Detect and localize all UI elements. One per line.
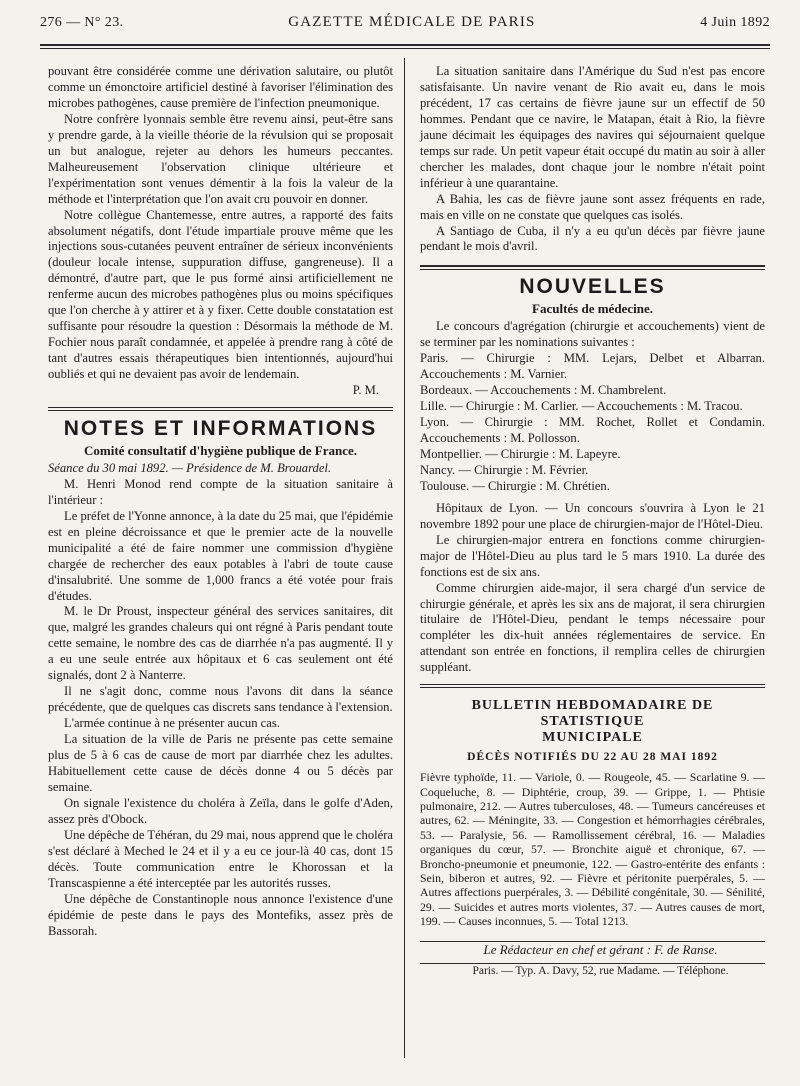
paragraph: Hôpitaux de Lyon. — Un concours s'ouvrira à Lyon le 21 novembre 1892 pour une place de chirurgien-major de l'Hôtel-Dieu. xyxy=(420,500,765,531)
paragraph: M. Henri Monod rend compte de la situation sanitaire à l'intérieur : xyxy=(48,476,393,507)
bulletin-title xyxy=(420,698,765,746)
bulletin-title-line-2: MUNICIPALE xyxy=(542,730,643,746)
nouvelles-section-title: NOUVELLES xyxy=(519,275,666,299)
section-rule-thin xyxy=(48,410,393,411)
paragraph: La situation sanitaire dans l'Amérique du Sud n'est pas encore satisfaisante. Un navire venant de Rio avait eu, dans le mois précédent, 17 cas certains de fièvre jaune sur un effectif de 50 hommes. Pendant que ce navire, le Matapan, était à Rio, la fièvre jaune décimait les équipages des navires qui séjournaient quelque temps sur rade. Un petit vapeur était occupé du matin au soir à aller chercher les malades, dont chaque jour le nombre n'était point inférieur à une quarantaine. xyxy=(420,64,765,190)
nomination-entry: Paris. — Chirurgie : MM. Lejars, Delbet et Albarran. Accouchements : M. Varnier. xyxy=(420,351,765,382)
deces-heading: DÉCÈS NOTIFIÉS DU 22 AU 28 MAI 1892 xyxy=(467,751,718,764)
paragraph: Le préfet de l'Yonne annonce, à la date du 25 mai, que l'épidémie est en pleine décroissance et que le premier acte de la nouvelle municipalité a été de faire nommer une commission d'hygiène chargée de rechercher des eaux potables à l'abri de toute cause d'insalubrité. Une somme de 1,000 francs a été votée pour frais d'études. xyxy=(48,508,393,603)
paragraph: Notre collègue Chantemesse, entre autres, a rapporté des faits absolument négatifs, dont l'étude impartiale prouve même que les injections sous-cutanées peuvent entraîner de sérieux inconvénients (douleur locale intense, suppuration diffuse, gangreneuse). Il a démontré, d'autre part, que le pus formé ainsi artificiellement ne renferme aucun des microbes pathogènes plus ou moins spécifiques que l'on cherche à y attirer et à y fixer. Cette double constatation est suffisante pour résoudre la question : Désormais la méthode de M. Fochier nous paraît condamnée, et appelée à prendre rang à côté de tant d'autres essais thérapeutiques bien intentionnés, aujourd'hui oubliés et qui ne devaient pas avoir de lendemain. xyxy=(48,207,393,382)
page-number: 276 — N° 23. xyxy=(40,15,124,30)
paragraph: La situation de la ville de Paris ne présente pas cette semaine plus de 5 à 6 cas de cause de mort par diarrhée chez les adultes. Habituellement cette cause de décès donne 4 ou 5 décès par semaine. xyxy=(48,732,393,794)
paragraph: Une dépêche de Téhéran, du 29 mai, nous apprend que le choléra s'est déclaré à Meched le 24 et il y a eu ce jour-là 40 cas, dont 15 décès. Toute communication entre le Khorossan et la Transcaspienne a été interceptée par les autorités russes. xyxy=(48,827,393,890)
section-rule xyxy=(420,684,765,685)
paragraph: Le concours d'agrégation (chirurgie et accouchements) vient de se terminer par les nominations suivantes : xyxy=(420,319,765,350)
paragraph: Notre confrère lyonnais semble être revenu ainsi, peut-être sans y prendre garde, à la vieille théorie de la révulsion qui se proposait un but analogue, rejeter au dehors les humeurs peccantes. Malheureusement l'observation clinique ultérieure et l'expérimentation sont venues démentir à la fois la valeur de la méthode et l'interprétation que l'on avait cru pouvoir en donner. xyxy=(48,111,393,206)
right-column xyxy=(420,64,765,980)
section-rule-thin xyxy=(420,269,765,270)
section-rule-thin xyxy=(420,687,765,688)
redacteur-line: Le Rédacteur en chef et gérant : F. de Ranse. xyxy=(483,941,718,957)
footer-rule xyxy=(420,963,765,964)
nomination-entry: Montpellier. — Chirurgie : M. Lapeyre. xyxy=(420,446,621,461)
paragraph: M. le Dr Proust, inspecteur général des services sanitaires, dit que, malgré les grandes chaleurs qui ont régné à Paris pendant toute cette semaine, le nombre des cas de diarrhée n'a pas augmenté. Il y a eu une seule entrée aux hôpitaux et 6 cas seulement ont été signalés, dont 2 à Nanterre. xyxy=(48,604,393,683)
bulletin-title-line-1: BULLETIN HEBDOMADAIRE DE STATISTIQUE xyxy=(471,698,714,730)
header-rule xyxy=(40,44,770,46)
journal-title: GAZETTE MÉDICALE DE PARIS xyxy=(288,14,536,30)
nomination-entry: Bordeaux. — Accouchements : M. Chambrelent. xyxy=(420,383,667,398)
column-divider xyxy=(404,58,405,1058)
nomination-entry: Toulouse. — Chirurgie : M. Chrétien. xyxy=(420,478,610,493)
paragraph: Une dépêche de Constantinople nous annonce l'existence d'une épidémie de peste dans le pays des Montefiks, assez près de Bassorah. xyxy=(48,891,393,938)
seance-line: Séance du 30 mai 1892. — Présidence de M. Brouardel. xyxy=(48,460,332,475)
facultes-title: Facultés de médecine. xyxy=(532,301,653,317)
notes-section-title: NOTES ET INFORMATIONS xyxy=(63,417,378,440)
nomination-entry: Nancy. — Chirurgie : M. Février. xyxy=(420,462,589,477)
nomination-entry: Lille. — Chirurgie : M. Carlier. — Accouchements : M. Tracou. xyxy=(420,399,743,414)
left-column xyxy=(48,64,393,940)
paragraph: pouvant être considérée comme une dérivation salutaire, ou plutôt comme un émonctoire artificiel destiné à favoriser l'élimination des microbes pathogènes, cause première de l'infection pneumonique. xyxy=(48,64,393,110)
paragraph: A Santiago de Cuba, il n'y a eu qu'un décès par fièvre jaune pendant le mois d'avril. xyxy=(420,223,765,254)
paragraph: Il ne s'agit donc, comme nous l'avons dit dans la séance précédente, que de quelques cas discrets sans tendance à l'extension. xyxy=(48,684,393,715)
paragraph: A Bahia, les cas de fièvre jaune sont assez fréquents en rade, mais en ville on ne constate que quelques cas isolés. xyxy=(420,191,765,222)
paragraph: Le chirurgien-major entrera en fonctions comme chirurgien-major de l'Hôtel-Dieu au plus tard le 5 mars 1910. La durée des fonctions est de six ans. xyxy=(420,532,765,579)
paragraph: On signale l'existence du choléra à Zeïla, dans le golfe d'Aden, assez près d'Obock. xyxy=(48,795,393,826)
section-rule xyxy=(420,265,765,266)
page-header xyxy=(40,14,770,36)
nomination-entry: Lyon. — Chirurgie : MM. Rochet, Rollet et Condamin. Accouchements : M. Pollosson. xyxy=(420,415,765,445)
article-signature: P. M. xyxy=(352,383,379,398)
issue-date: 4 Juin 1892 xyxy=(700,15,770,30)
section-rule xyxy=(48,407,393,408)
committee-title: Comité consultatif d'hygiène publique de France. xyxy=(83,442,357,458)
header-rule-thin xyxy=(40,48,770,49)
imprint-line: Paris. — Typ. A. Davy, 52, rue Madame. — Téléphone. xyxy=(472,965,729,978)
paragraph: Comme chirurgien aide-major, il sera chargé d'un service de chirurgie générale, et après les six ans de majorat, il sera chirurgien titulaire de l'Hôtel-Dieu, pendant le temps nécessaire pour compléter les dix-huit années réglementaires de service. En attendant son entrée en fonctions, il remplira celles de chirurgien suppléant. xyxy=(420,580,765,675)
paragraph: L'armée continue à ne présenter aucun cas. xyxy=(64,716,280,731)
footer-rule xyxy=(420,941,765,942)
mortality-statistics: Fièvre typhoïde, 11. — Variole, 0. — Rougeole, 45. — Scarlatine 9. — Coqueluche, 8. — Diphtérie, croup, 39. — Grippe, 1. — Phtisie pulmonaire, 212. — Autres tuberculoses, 48. — Tumeurs cancéreuses et autres, 62. — Méningite, 33. — Congestion et hémorrhagies cérébrales, 53. — Paralysie, 56. — Ramollissement cérébral, 16. — Maladies organiques du cœur, 57. — Bronchite aiguë et chronique, 67. — Broncho-pneumonie et pneumonie, 122. — Gastro-entérite des enfants : Sein, biberon et autres, 92. — Fièvre et péritonite puerpérales, 5. — Autres affections puerpérales, 3. — Débilité congénitale, 30. — Sénilité, 29. — Suicides et autres morts violentes, 37. — Autres causes de mort, 199. — Causes inconnues, 5. — Total 1213. xyxy=(420,770,765,929)
